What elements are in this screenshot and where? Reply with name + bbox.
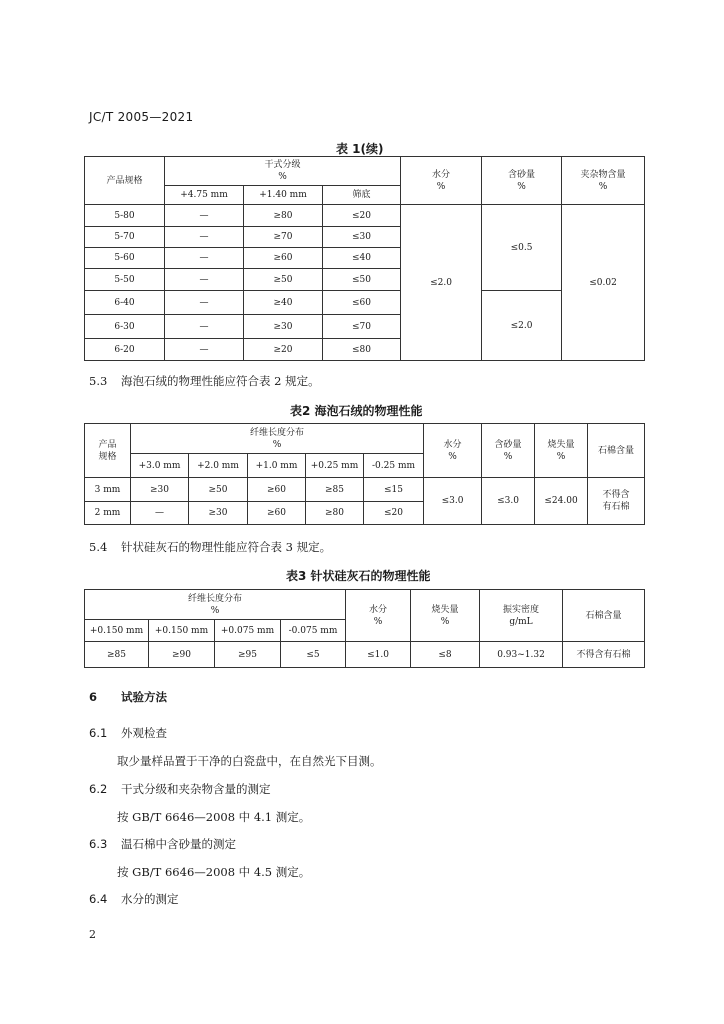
- table1-cell: —: [165, 291, 244, 315]
- table2-cell: ≤20: [364, 502, 424, 525]
- table1-sand-value-b: ≤2.0: [482, 291, 562, 361]
- table2-header-sand-unit: %: [503, 451, 513, 462]
- table1-cell: 5-50: [85, 269, 165, 291]
- clause-5-3: [89, 373, 320, 389]
- table1-header-impurity: [562, 157, 645, 205]
- table2-cell: 2 mm: [85, 502, 131, 525]
- table2-header-loss: [535, 424, 588, 478]
- table1-cell: ≤80: [323, 339, 401, 361]
- table3: [84, 589, 645, 668]
- table3-cell: ≥95: [215, 642, 281, 668]
- section-6-2-body: 按 GB/T 6646—2008 中 4.1 测定。: [117, 810, 311, 824]
- table1-header-c2: +1.40 mm: [244, 186, 323, 205]
- section-6-4-heading: [89, 891, 179, 907]
- table3-header-c2: +0.150 mm: [149, 620, 215, 642]
- table1-cell: 5-80: [85, 205, 165, 227]
- table3-header-density-label: 振实密度: [503, 604, 540, 615]
- table2-water-value: ≤3.0: [424, 478, 482, 525]
- table1-caption: 表 1(续): [336, 142, 384, 156]
- table1-cell: ≥80: [244, 205, 323, 227]
- table3-cell: ≤8: [411, 642, 480, 668]
- table2-header-water-unit: %: [448, 451, 457, 462]
- table1-header-impurity-label: 夹杂物含量: [580, 169, 626, 180]
- table1-cell: 5-70: [85, 227, 165, 248]
- section-6-3-heading: [89, 836, 236, 852]
- table1-cell: —: [165, 227, 244, 248]
- table3-caption: 表3 针状硅灰石的物理性能: [286, 569, 431, 583]
- table1-cell: 5-60: [85, 248, 165, 269]
- table3-header-fiber-label: 纤维长度分布: [188, 593, 243, 604]
- table2-cell: ≥85: [306, 478, 364, 502]
- table3-header-c4: -0.075 mm: [281, 620, 346, 642]
- table2-header-sand-label: 含砂量: [494, 439, 522, 450]
- table3-header-loss: [411, 590, 480, 642]
- section-number: 6.3: [89, 837, 108, 851]
- table1-cell: 6-40: [85, 291, 165, 315]
- table1-cell: 6-20: [85, 339, 165, 361]
- table3-header-c1: +0.150 mm: [85, 620, 149, 642]
- table1-cell: —: [165, 315, 244, 339]
- table1-cell: —: [165, 339, 244, 361]
- section-title: 外观检查: [121, 726, 167, 740]
- section-title: 试验方法: [121, 690, 167, 704]
- clause-text: 海泡石绒的物理性能应符合表 2 规定。: [121, 374, 320, 388]
- section-title: 水分的测定: [121, 892, 179, 906]
- table2-header-sand: [482, 424, 535, 478]
- table3-header-water-unit: %: [373, 616, 383, 627]
- table3-header-water: [346, 590, 411, 642]
- table2-header-c1: +3.0 mm: [131, 454, 189, 478]
- table1-cell: 6-30: [85, 315, 165, 339]
- section-number: 6.1: [89, 726, 108, 740]
- table2-cell: ≥60: [248, 478, 306, 502]
- table2-cell: 3 mm: [85, 478, 131, 502]
- table1-header-water: [401, 157, 482, 205]
- table2-header-spec: 产品 规格: [85, 424, 131, 478]
- table1-header-grading: [165, 157, 401, 186]
- section-6-3-body: 按 GB/T 6646—2008 中 4.5 测定。: [117, 865, 311, 879]
- table1-cell: ≥40: [244, 291, 323, 315]
- section-title: 干式分级和夹杂物含量的测定: [121, 782, 271, 796]
- table2-cell: ≥30: [131, 478, 189, 502]
- table3-header-asbestos: 石棉含量: [563, 590, 645, 642]
- table1-cell: —: [165, 205, 244, 227]
- table1-cell: ≥70: [244, 227, 323, 248]
- table2-header-fiber-label: 纤维长度分布: [250, 427, 305, 438]
- table1-sand-value-a: ≤0.5: [482, 205, 562, 291]
- table1: [84, 156, 645, 361]
- table1-cell: ≥60: [244, 248, 323, 269]
- table3-cell: 0.93~1.32: [480, 642, 563, 668]
- table3-header-fiber-unit: %: [210, 605, 220, 616]
- table1-header-spec: 产品规格: [85, 157, 165, 205]
- table1-cell: —: [165, 269, 244, 291]
- table2-cell: ≥30: [189, 502, 248, 525]
- clause-5-4: [89, 539, 331, 555]
- table2-header-water-label: 水分: [443, 439, 462, 450]
- table1-header-water-unit: %: [436, 181, 446, 192]
- table2: [84, 423, 645, 525]
- section-6-1-heading: [89, 725, 167, 741]
- table1-header-sand-label: 含砂量: [508, 169, 536, 180]
- table2-cell: ≥60: [248, 502, 306, 525]
- table1-header-c3: 筛底: [323, 186, 401, 205]
- table2-header-c4: +0.25 mm: [306, 454, 364, 478]
- table1-cell: ≥30: [244, 315, 323, 339]
- table1-header-sand-unit: %: [517, 181, 526, 192]
- section-number: 6: [89, 690, 98, 704]
- table2-header-loss-label: 烧失量: [547, 439, 575, 450]
- table1-cell: ≤20: [323, 205, 401, 227]
- table2-caption: 表2 海泡石绒的物理性能: [290, 404, 423, 418]
- table1-cell: ≤30: [323, 227, 401, 248]
- table3-header-c3: +0.075 mm: [215, 620, 281, 642]
- page-number: 2: [89, 928, 96, 941]
- table3-cell: ≥90: [149, 642, 215, 668]
- table1-header-c1: +4.75 mm: [165, 186, 244, 205]
- table2-header-loss-unit: %: [556, 451, 566, 462]
- table2-loss-value: ≤24.00: [535, 478, 588, 525]
- table3-header-density-unit: g/mL: [509, 616, 533, 627]
- clause-text: 针状硅灰石的物理性能应符合表 3 规定。: [121, 540, 332, 554]
- document-code-header: JC/T 2005—2021: [89, 110, 194, 124]
- table2-header-water: [424, 424, 482, 478]
- section-6-heading: [89, 689, 167, 705]
- section-number: 6.4: [89, 892, 108, 906]
- table2-header-fiber-unit: %: [272, 439, 282, 450]
- section-title: 温石棉中含砂量的测定: [121, 837, 236, 851]
- table1-cell: ≤70: [323, 315, 401, 339]
- table1-header-sand: [482, 157, 562, 205]
- table3-cell: ≥85: [85, 642, 149, 668]
- table1-header-impurity-unit: %: [598, 181, 608, 192]
- table2-header-c5: -0.25 mm: [364, 454, 424, 478]
- table3-header-loss-label: 烧失量: [431, 604, 459, 615]
- table1-header-grading-unit: %: [278, 172, 287, 182]
- table2-header-c2: +2.0 mm: [189, 454, 248, 478]
- section-6-1-body: 取少量样品置于干净的白瓷盘中，在自然光下目测。: [117, 754, 382, 768]
- section-6-2-heading: [89, 781, 271, 797]
- table1-cell: ≤50: [323, 269, 401, 291]
- table3-header-water-label: 水分: [369, 604, 388, 615]
- table1-cell: ≥50: [244, 269, 323, 291]
- table3-cell: ≤5: [281, 642, 346, 668]
- table2-sand-value: ≤3.0: [482, 478, 535, 525]
- table2-cell: —: [131, 502, 189, 525]
- table1-impurity-value: ≤0.02: [562, 205, 645, 361]
- table2-header-c3: +1.0 mm: [248, 454, 306, 478]
- table1-cell: ≥20: [244, 339, 323, 361]
- clause-number: 5.4: [89, 540, 108, 554]
- table2-cell: ≥80: [306, 502, 364, 525]
- table2-header-asbestos: 石棉含量: [588, 424, 645, 478]
- table1-cell: ≤60: [323, 291, 401, 315]
- table2-header-fiber: [131, 424, 424, 454]
- clause-number: 5.3: [89, 374, 108, 388]
- table3-header-density: [480, 590, 563, 642]
- table1-cell: —: [165, 248, 244, 269]
- table2-cell: ≥50: [189, 478, 248, 502]
- table1-water-value: ≤2.0: [401, 205, 482, 361]
- table1-header-grading-label: 干式分级: [264, 160, 301, 170]
- table3-header-loss-unit: %: [440, 616, 450, 627]
- table1-header-water-label: 水分: [432, 169, 451, 180]
- table1-cell: ≤40: [323, 248, 401, 269]
- table3-cell: ≤1.0: [346, 642, 411, 668]
- table3-cell: 不得含有石棉: [563, 642, 645, 668]
- table2-asbestos-value: 不得含 有石棉: [588, 478, 645, 525]
- table3-header-fiber: [85, 590, 346, 620]
- table2-cell: ≤15: [364, 478, 424, 502]
- section-number: 6.2: [89, 782, 108, 796]
